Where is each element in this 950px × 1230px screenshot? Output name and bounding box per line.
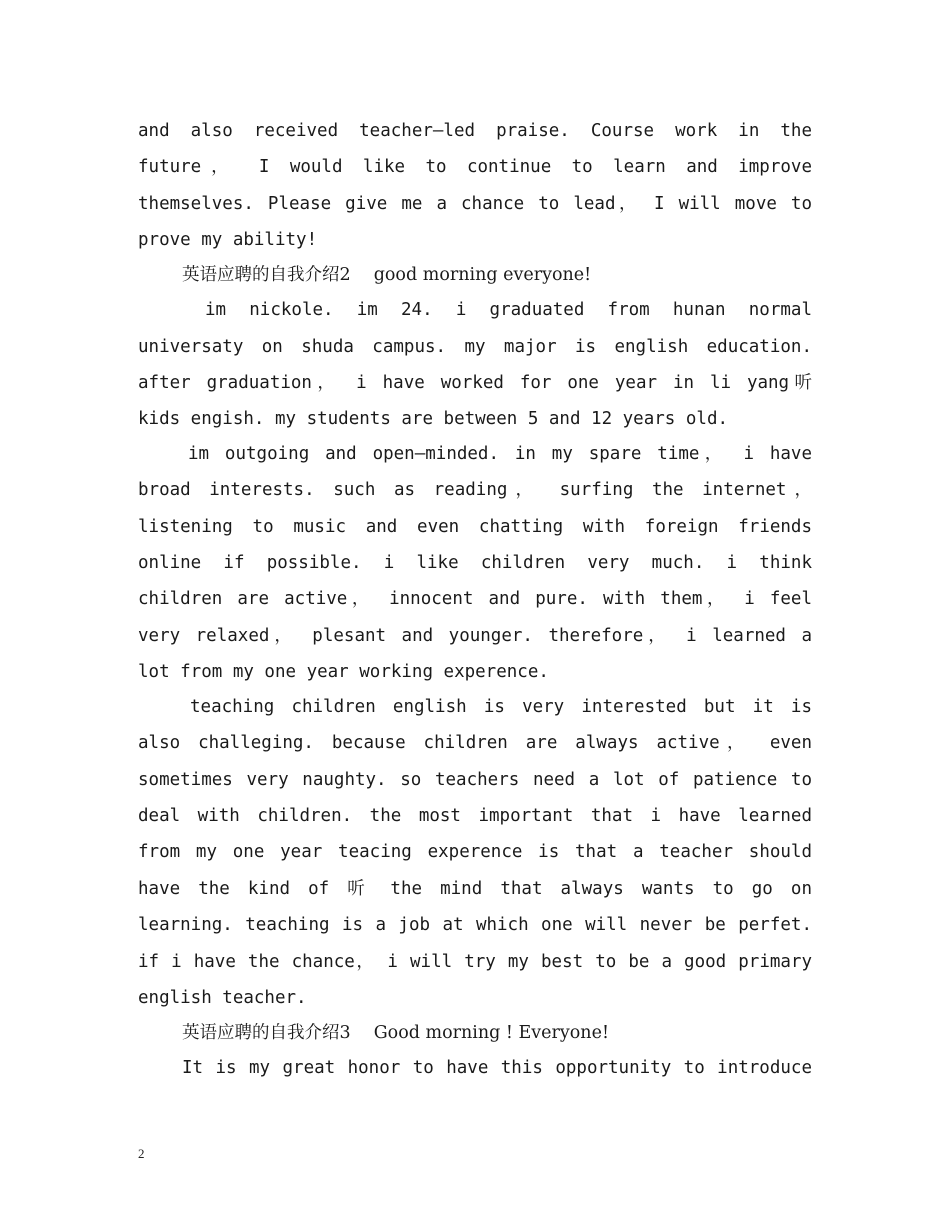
- text-line: teaching children english is very interested but it is: [190, 697, 812, 717]
- text-line: kids engish. my students are between 5 and 12 years old.: [138, 409, 729, 429]
- text-line: It is my great honor to have this opportunity to introduce: [182, 1058, 812, 1078]
- text-line: sometimes very naughty. so teachers need a lot of patience to: [138, 770, 812, 790]
- text-line: if i have the chance， i will try my best to be a good primary: [138, 952, 812, 972]
- section-heading: 英语应聘的自我介绍2 good morning everyone!: [182, 265, 592, 285]
- page-number: 2: [138, 1146, 145, 1161]
- text-line: future， I would like to continue to learn and improve: [138, 157, 812, 177]
- text-line: have the kind of 听 the mind that always wants to go on: [138, 879, 812, 899]
- text-line: im outgoing and open—minded. in my spare time， i have: [188, 444, 812, 464]
- text-line: im nickole. im 24. i graduated from hunan normal: [205, 300, 812, 320]
- text-line: deal with children. the most important that i have learned: [138, 806, 812, 826]
- text-line: lot from my one year working experence.: [138, 662, 549, 682]
- text-line: after graduation， i have worked for one year in li yang听: [138, 373, 812, 393]
- text-line: children are active， innocent and pure. with them， i feel: [138, 589, 812, 609]
- text-line: very relaxed， plesant and younger. therefore， i learned a: [138, 626, 812, 646]
- text-line: universaty on shuda campus. my major is english education.: [138, 337, 812, 357]
- text-line: learning. teaching is a job at which one will never be perfet.: [138, 915, 812, 935]
- text-line: also challeging. because children are always active， even: [138, 733, 812, 753]
- text-line: online if possible. i like children very much. i think: [138, 553, 812, 573]
- text-line: and also received teacher—led praise. Course work in the: [138, 121, 812, 141]
- section-heading: 英语应聘的自我介绍3 Good morning ! Everyone!: [182, 1023, 609, 1043]
- text-line: english teacher.: [138, 988, 307, 1008]
- text-line: from my one year teacing experence is that a teacher should: [138, 842, 812, 862]
- text-line: prove my ability!: [138, 230, 318, 250]
- text-line: listening to music and even chatting with foreign friends: [138, 517, 812, 537]
- text-line: themselves. Please give me a chance to lead， I will move to: [138, 194, 812, 214]
- text-line: broad interests. such as reading， surfing the internet，: [138, 480, 812, 500]
